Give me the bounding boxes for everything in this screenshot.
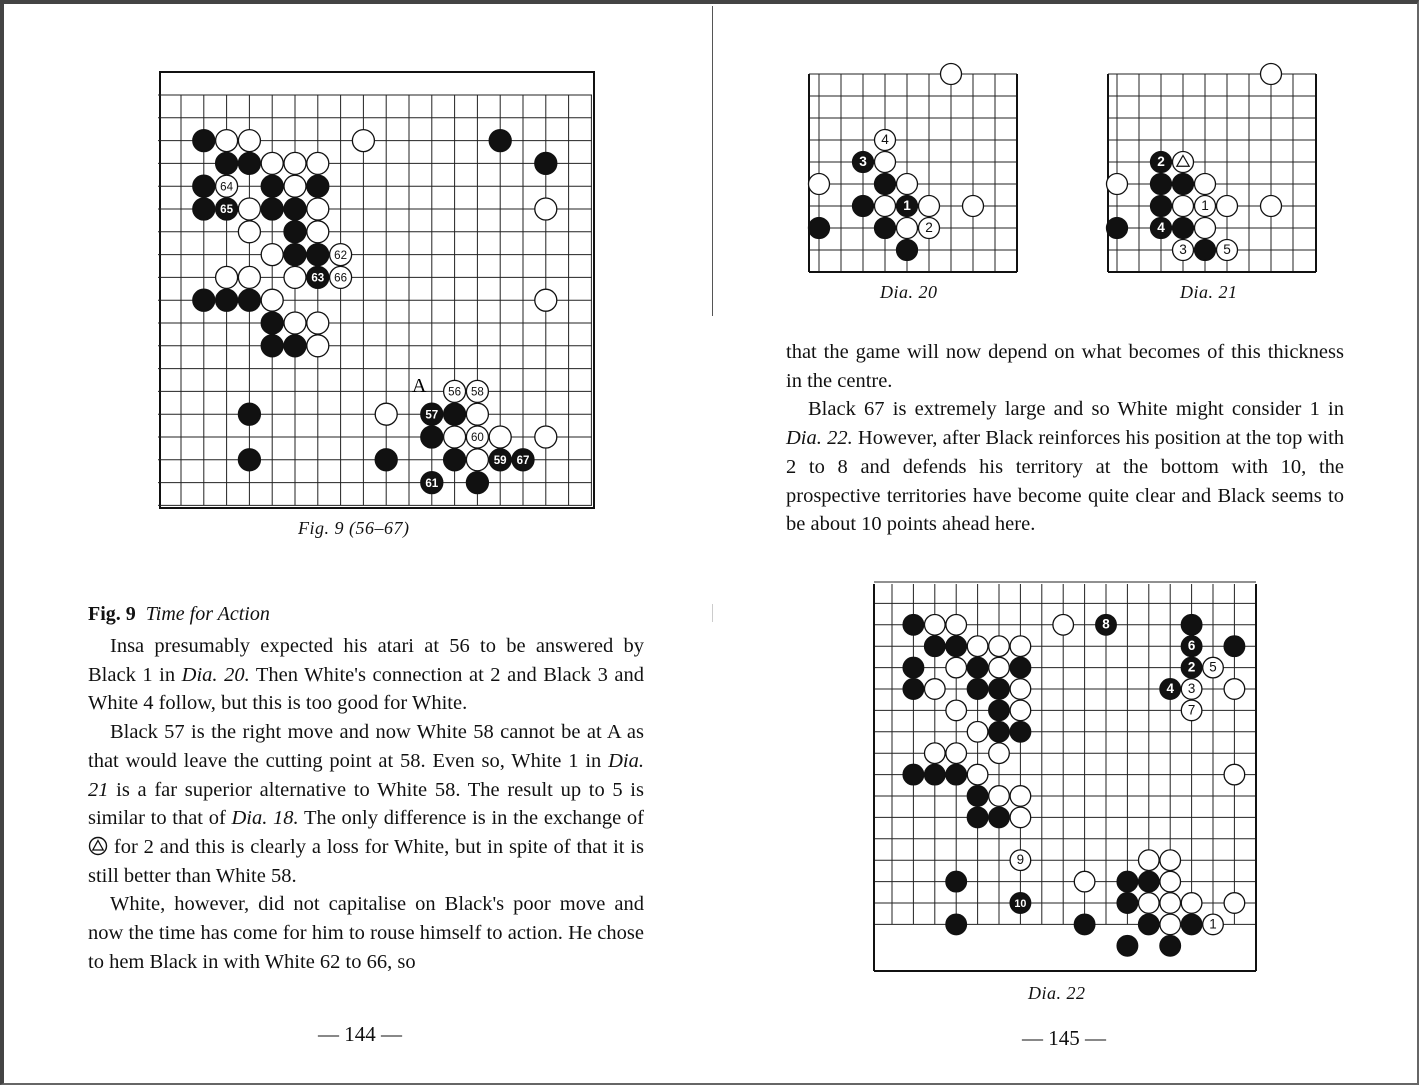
move-number: 2 <box>1187 659 1196 675</box>
white-stone <box>946 657 967 678</box>
white-stone <box>466 426 488 448</box>
white-stone <box>307 221 329 243</box>
white-stone <box>941 64 962 85</box>
black-stone <box>1151 218 1172 239</box>
white-stone <box>875 152 896 173</box>
black-stone <box>989 807 1010 828</box>
right-paragraph-1: that the game will now depend on what becomes of this thickness in the centre. <box>786 341 1344 392</box>
black-stone <box>967 807 988 828</box>
move-number: 59 <box>493 454 507 467</box>
white-stone <box>284 312 306 334</box>
black-stone <box>216 152 238 174</box>
white-stone <box>967 636 988 657</box>
white-stone <box>216 130 238 152</box>
white-stone <box>535 289 557 311</box>
black-stone <box>421 426 443 448</box>
ref-dia18: Dia. 18. <box>231 807 299 830</box>
dia20-go-board <box>805 60 1021 276</box>
black-stone <box>1010 893 1031 914</box>
move-number: 3 <box>859 153 867 169</box>
white-stone <box>875 196 896 217</box>
fig9-label-a: A <box>412 375 427 397</box>
white-stone <box>1217 196 1238 217</box>
move-number: 2 <box>1157 153 1165 169</box>
white-stone <box>1160 893 1181 914</box>
black-stone <box>261 335 283 357</box>
move-number: 3 <box>1187 680 1196 696</box>
white-stone <box>1160 871 1181 892</box>
black-stone <box>946 914 967 935</box>
black-stone <box>903 657 924 678</box>
white-stone <box>1010 807 1031 828</box>
white-stone <box>1173 196 1194 217</box>
black-stone <box>1096 615 1117 636</box>
black-stone <box>284 198 306 220</box>
left-paragraph-2: Black 57 is the right move and now White 58 cannot be at A as that would leave the cutting point at 58. Even so, White 1 in Dia. 21 is a far superior alternative to White 58. The result up to 5 is similar to that of Dia. 18. The only difference is in the exchange of for 2 and this is clearly a loss for White, but in spite of that it is still better than White 58. <box>88 721 644 887</box>
white-stone <box>925 679 946 700</box>
white-stone <box>989 743 1010 764</box>
black-stone <box>946 871 967 892</box>
white-stone <box>989 636 1010 657</box>
black-stone <box>284 244 306 266</box>
white-stone <box>967 722 988 743</box>
black-stone <box>875 218 896 239</box>
white-stone <box>1160 850 1181 871</box>
black-stone <box>1151 152 1172 173</box>
right-body-text <box>786 338 1344 539</box>
white-stone <box>1181 700 1202 721</box>
white-stone <box>1173 152 1194 173</box>
move-number: 64 <box>220 181 234 194</box>
white-stone <box>535 426 557 448</box>
black-stone <box>1181 615 1202 636</box>
black-stone <box>1139 871 1160 892</box>
white-stone <box>897 218 918 239</box>
black-stone <box>216 198 238 220</box>
white-stone <box>1203 914 1224 935</box>
white-stone <box>1107 174 1128 195</box>
black-stone <box>193 289 215 311</box>
white-stone <box>967 764 988 785</box>
black-stone <box>1010 722 1031 743</box>
white-stone <box>307 312 329 334</box>
black-stone <box>261 198 283 220</box>
white-stone <box>1195 218 1216 239</box>
move-number: 63 <box>311 272 325 285</box>
move-number: 65 <box>220 204 234 217</box>
white-stone <box>261 244 283 266</box>
white-stone <box>919 196 940 217</box>
page-gutter-line <box>712 6 713 316</box>
white-stone <box>1010 850 1031 871</box>
move-number: 6 <box>1187 638 1196 654</box>
white-stone <box>1195 174 1216 195</box>
move-number: 61 <box>425 477 439 490</box>
move-number: 1 <box>1209 916 1217 932</box>
black-stone <box>238 289 260 311</box>
right-page-number: — 145 — <box>1022 1026 1106 1050</box>
black-stone <box>875 174 896 195</box>
white-stone <box>238 266 260 288</box>
white-stone <box>216 266 238 288</box>
black-stone <box>853 196 874 217</box>
white-stone <box>489 426 511 448</box>
white-stone <box>1181 679 1202 700</box>
black-stone <box>193 130 215 152</box>
black-stone <box>1139 914 1160 935</box>
black-stone <box>1010 657 1031 678</box>
heading-fig-label: Fig. 9 <box>88 603 136 625</box>
black-stone <box>925 636 946 657</box>
white-stone <box>1261 196 1282 217</box>
right-paragraph-2: Black 67 is extremely large and so White might consider 1 in Dia. 22. However, after Black reinforces his position at the top with 2 to 8 and defends his territory at the bottom with 10, the prospective territories have become quite clear and Black seems to be about 10 points ahead here. <box>786 398 1345 536</box>
move-number: 67 <box>516 454 530 467</box>
dia20-caption: Dia. 20 <box>880 282 938 302</box>
white-stone <box>946 743 967 764</box>
move-number: 4 <box>1166 680 1174 696</box>
move-number: 8 <box>1102 616 1110 632</box>
black-stone <box>1181 636 1202 657</box>
black-stone <box>1181 914 1202 935</box>
black-stone <box>512 449 534 471</box>
white-stone <box>238 198 260 220</box>
black-stone <box>193 198 215 220</box>
dia22-go-board <box>870 580 1260 975</box>
white-stone <box>1010 636 1031 657</box>
white-stone <box>946 700 967 721</box>
black-stone <box>375 449 397 471</box>
black-stone <box>1074 914 1095 935</box>
black-stone <box>421 472 443 494</box>
white-stone <box>1074 871 1095 892</box>
black-stone <box>307 266 329 288</box>
fig9-caption: Fig. 9 (56–67) <box>298 518 410 538</box>
white-stone <box>238 221 260 243</box>
white-stone <box>925 615 946 636</box>
dia21-caption: Dia. 21 <box>1180 282 1238 302</box>
white-stone <box>919 218 940 239</box>
white-stone <box>284 175 306 197</box>
move-number: 62 <box>334 249 348 262</box>
black-stone <box>238 403 260 425</box>
fig9-go-board <box>154 70 596 510</box>
white-stone <box>466 449 488 471</box>
triangle-stone-icon <box>88 836 108 856</box>
white-stone <box>1010 786 1031 807</box>
white-stone <box>1217 240 1238 261</box>
black-stone <box>1195 240 1216 261</box>
white-stone <box>1203 657 1224 678</box>
black-stone <box>925 764 946 785</box>
dia22-caption: Dia. 22 <box>1028 983 1086 1003</box>
black-stone <box>897 240 918 261</box>
white-stone <box>307 152 329 174</box>
white-stone <box>352 130 374 152</box>
ref-dia22: Dia. 22. <box>786 427 853 450</box>
black-stone <box>307 244 329 266</box>
move-number: 1 <box>1201 197 1209 213</box>
black-stone <box>989 679 1010 700</box>
black-stone <box>1151 196 1172 217</box>
white-stone <box>1195 196 1216 217</box>
white-stone <box>1160 914 1181 935</box>
heading-title: Time for Action <box>145 603 270 625</box>
left-paragraph-1: Insa presumably expected his atari at 56 to be answered by Black 1 in Dia. 20. Then White's connection at 2 and Black 3 and White 4 follow, but this is too good for White. <box>88 635 645 715</box>
black-stone <box>1117 893 1138 914</box>
black-stone <box>307 175 329 197</box>
white-stone <box>216 175 238 197</box>
ref-dia20: Dia. 20. <box>181 663 250 686</box>
black-stone <box>284 221 306 243</box>
black-stone <box>903 679 924 700</box>
white-stone <box>989 786 1010 807</box>
white-stone <box>375 403 397 425</box>
white-stone <box>535 198 557 220</box>
black-stone <box>444 449 466 471</box>
white-stone <box>307 198 329 220</box>
white-stone <box>330 266 352 288</box>
white-stone <box>1224 893 1245 914</box>
white-stone <box>989 657 1010 678</box>
white-stone <box>444 426 466 448</box>
left-body-text <box>88 632 644 976</box>
move-number: 10 <box>1014 897 1027 910</box>
left-page-number: — 144 — <box>318 1022 402 1046</box>
move-number: 60 <box>470 432 484 445</box>
white-stone <box>809 174 830 195</box>
black-stone <box>989 700 1010 721</box>
white-stone <box>284 152 306 174</box>
black-stone <box>967 657 988 678</box>
move-number: 2 <box>925 219 933 235</box>
move-number: 4 <box>1157 219 1165 235</box>
page-gutter-mark <box>712 604 713 622</box>
white-stone <box>466 403 488 425</box>
black-stone <box>444 403 466 425</box>
black-stone <box>216 289 238 311</box>
black-stone <box>238 449 260 471</box>
black-stone <box>903 615 924 636</box>
move-number: 5 <box>1209 659 1217 675</box>
white-stone <box>444 380 466 402</box>
black-stone <box>946 764 967 785</box>
black-stone <box>1160 936 1181 957</box>
section-heading <box>88 603 270 626</box>
black-stone <box>903 764 924 785</box>
black-stone <box>261 175 283 197</box>
white-stone <box>284 266 306 288</box>
black-stone <box>853 152 874 173</box>
white-stone <box>1010 700 1031 721</box>
move-number: 7 <box>1187 702 1196 718</box>
white-stone <box>897 174 918 195</box>
black-stone <box>1151 174 1172 195</box>
black-stone <box>489 449 511 471</box>
white-stone <box>466 380 488 402</box>
move-number: 1 <box>903 197 911 213</box>
white-stone <box>261 152 283 174</box>
black-stone <box>967 786 988 807</box>
black-stone <box>284 335 306 357</box>
dia21-go-board <box>1104 60 1320 276</box>
black-stone <box>1107 218 1128 239</box>
black-stone <box>421 403 443 425</box>
white-stone <box>307 335 329 357</box>
white-stone <box>875 130 896 151</box>
white-stone <box>238 130 260 152</box>
black-stone <box>897 196 918 217</box>
white-stone <box>1139 850 1160 871</box>
move-number: 58 <box>470 386 484 399</box>
white-stone <box>1173 240 1194 261</box>
white-stone <box>1261 64 1282 85</box>
white-stone <box>1224 764 1245 785</box>
ref-dia21: Dia. 21 <box>88 749 644 801</box>
black-stone <box>989 722 1010 743</box>
move-number: 4 <box>881 131 889 147</box>
move-number: 57 <box>425 409 439 422</box>
move-number: 5 <box>1223 241 1231 257</box>
move-number: 9 <box>1016 852 1025 868</box>
white-stone <box>963 196 984 217</box>
black-stone <box>1173 174 1194 195</box>
black-stone <box>535 152 557 174</box>
white-stone <box>1053 615 1074 636</box>
left-paragraph-3: White, however, did not capitalise on Black's poor move and now the time has come for him to rouse himself to action. He chose to hem Black in with White 62 to 66, so <box>88 893 644 973</box>
black-stone <box>489 130 511 152</box>
white-stone <box>1181 893 1202 914</box>
move-number: 3 <box>1179 241 1187 257</box>
black-stone <box>261 312 283 334</box>
white-stone <box>1224 679 1245 700</box>
white-stone <box>261 289 283 311</box>
black-stone <box>1181 657 1202 678</box>
black-stone <box>466 472 488 494</box>
white-stone <box>946 615 967 636</box>
move-number: 66 <box>334 272 348 285</box>
white-stone <box>1010 679 1031 700</box>
white-stone <box>330 244 352 266</box>
black-stone <box>809 218 830 239</box>
black-stone <box>946 636 967 657</box>
white-stone <box>925 743 946 764</box>
black-stone <box>238 152 260 174</box>
move-number: 56 <box>448 386 462 399</box>
black-stone <box>193 175 215 197</box>
black-stone <box>967 679 988 700</box>
white-stone <box>1139 893 1160 914</box>
black-stone <box>1160 679 1181 700</box>
black-stone <box>1224 636 1245 657</box>
black-stone <box>1117 871 1138 892</box>
black-stone <box>1173 218 1194 239</box>
black-stone <box>1117 936 1138 957</box>
